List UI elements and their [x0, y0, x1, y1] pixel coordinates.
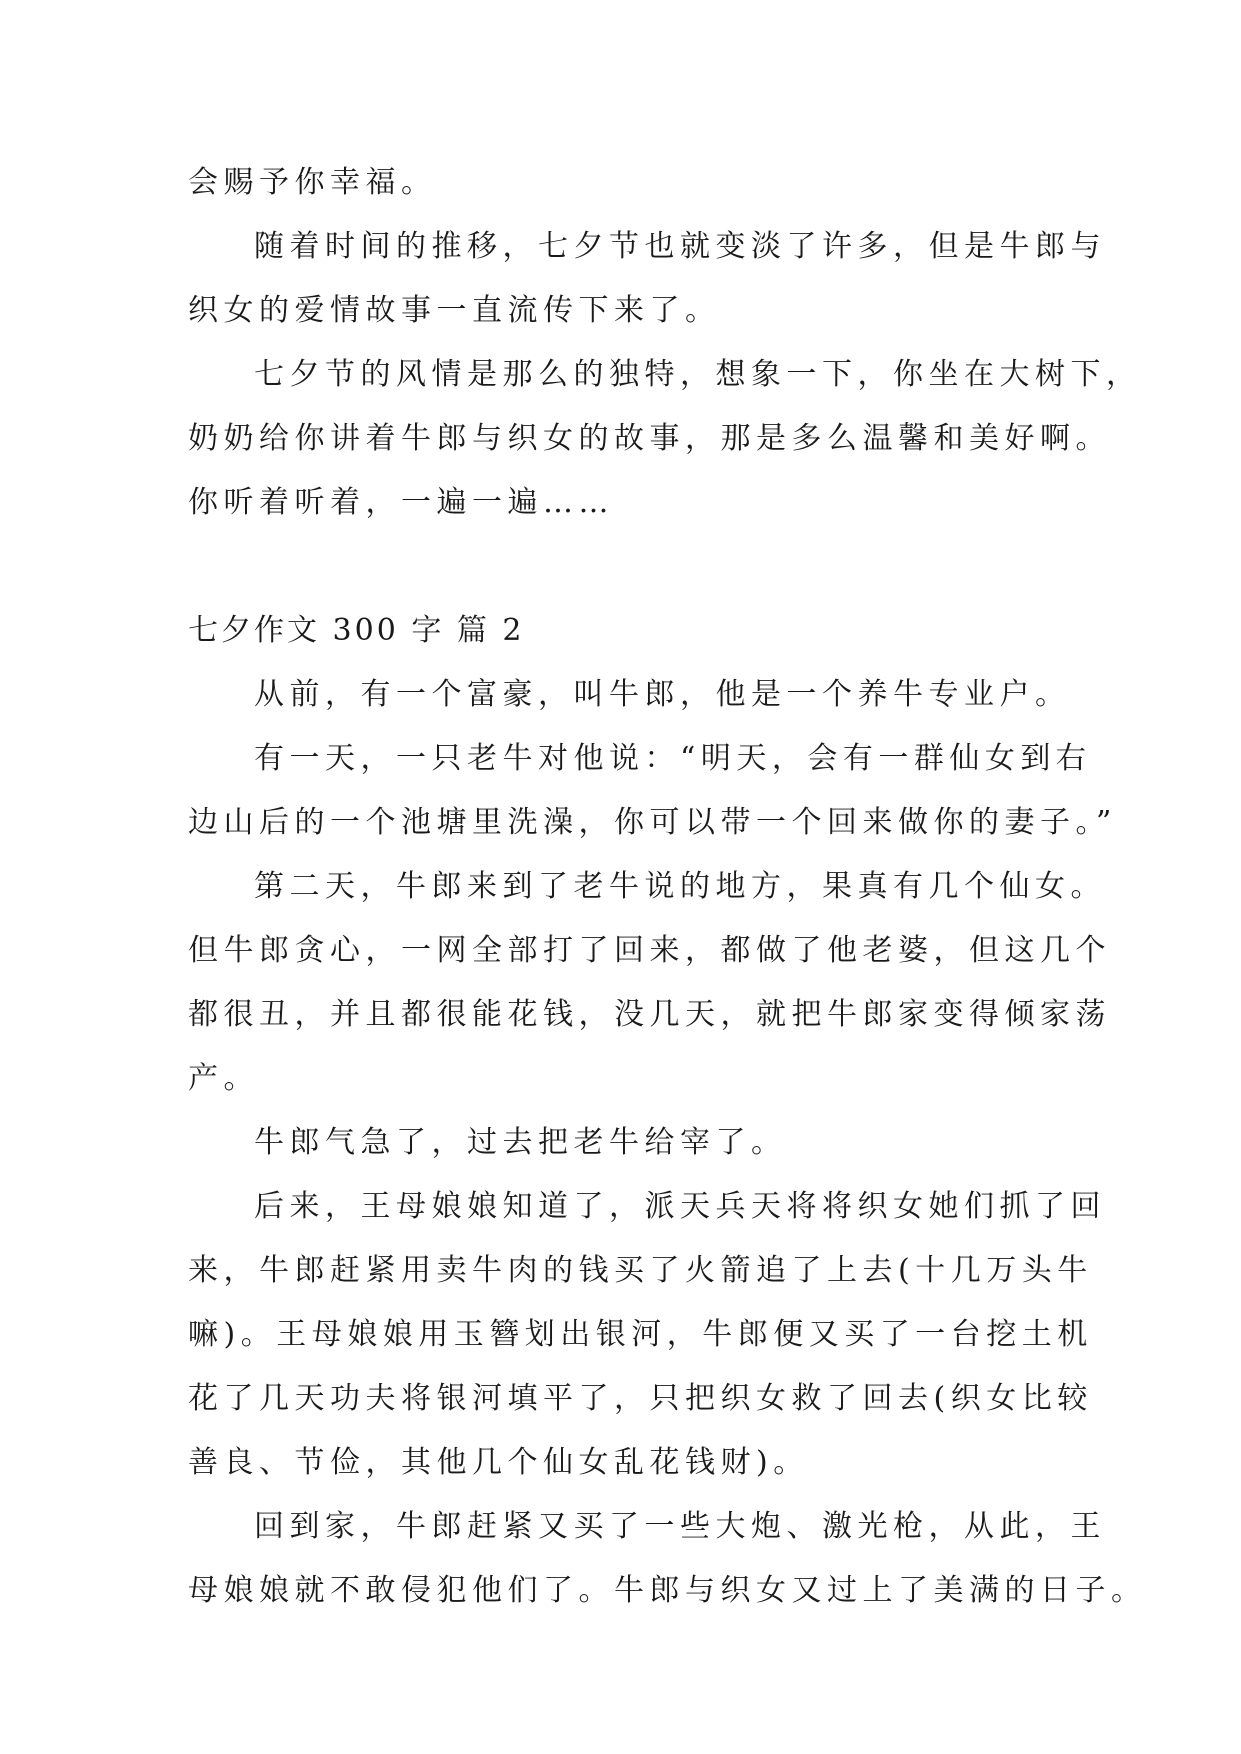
section-heading: 七夕作文 300 字 篇 2: [188, 613, 525, 648]
text-line: 都很丑，并且都很能花钱，没几天，就把牛郎家变得倾家荡: [188, 997, 1111, 1032]
text-line: 边山后的一个池塘里洗澡，你可以带一个回来做你的妻子。”: [188, 805, 1117, 840]
text-line: 但牛郎贪心，一网全部打了回来，都做了他老婆，但这几个: [188, 933, 1111, 968]
paragraph-start: 回到家，牛郎赶紧又买了一些大炮、激光枪，从此，王: [254, 1509, 1106, 1544]
text-line: 你听着听着，一遍一遍……: [188, 485, 614, 520]
text-line: 母娘娘就不敢侵犯他们了。牛郎与织女又过上了美满的日子。: [188, 1573, 1147, 1608]
paragraph-start: 后来，王母娘娘知道了，派天兵天将将织女她们抓了回: [254, 1189, 1106, 1224]
text-line: 会赐予你幸福。: [188, 165, 437, 200]
paragraph-start: 第二天，牛郎来到了老牛说的地方，果真有几个仙女。: [254, 869, 1106, 904]
text-line: 善良、节俭，其他几个仙女乱花钱财)。: [188, 1445, 809, 1480]
paragraph-start: 随着时间的推移，七夕节也就变淡了许多，但是牛郎与: [254, 229, 1106, 264]
text-line: 嘛)。王母娘娘用玉簪划出银河，牛郎便又买了一台挖土机: [188, 1317, 1093, 1352]
text-line: 来，牛郎赶紧用卖牛肉的钱买了火箭追了上去(十几万头牛: [188, 1253, 1093, 1288]
paragraph-start: 牛郎气急了，过去把老牛给宰了。: [254, 1125, 787, 1160]
text-line: 奶奶给你讲着牛郎与织女的故事，那是多么温馨和美好啊。: [188, 421, 1111, 456]
text-line: 产。: [188, 1061, 259, 1096]
text-line: 花了几天功夫将银河填平了，只把织女救了回去(织女比较: [188, 1381, 1093, 1416]
paragraph-start: 七夕节的风情是那么的独特，想象一下，你坐在大树下，: [254, 357, 1142, 392]
paragraph-start: 从前，有一个富豪，叫牛郎，他是一个养牛专业户。: [254, 677, 1071, 712]
paragraph-start: 有一天，一只老牛对他说：“明天，会有一群仙女到右: [254, 741, 1092, 776]
text-line: 织女的爱情故事一直流传下来了。: [188, 293, 721, 328]
